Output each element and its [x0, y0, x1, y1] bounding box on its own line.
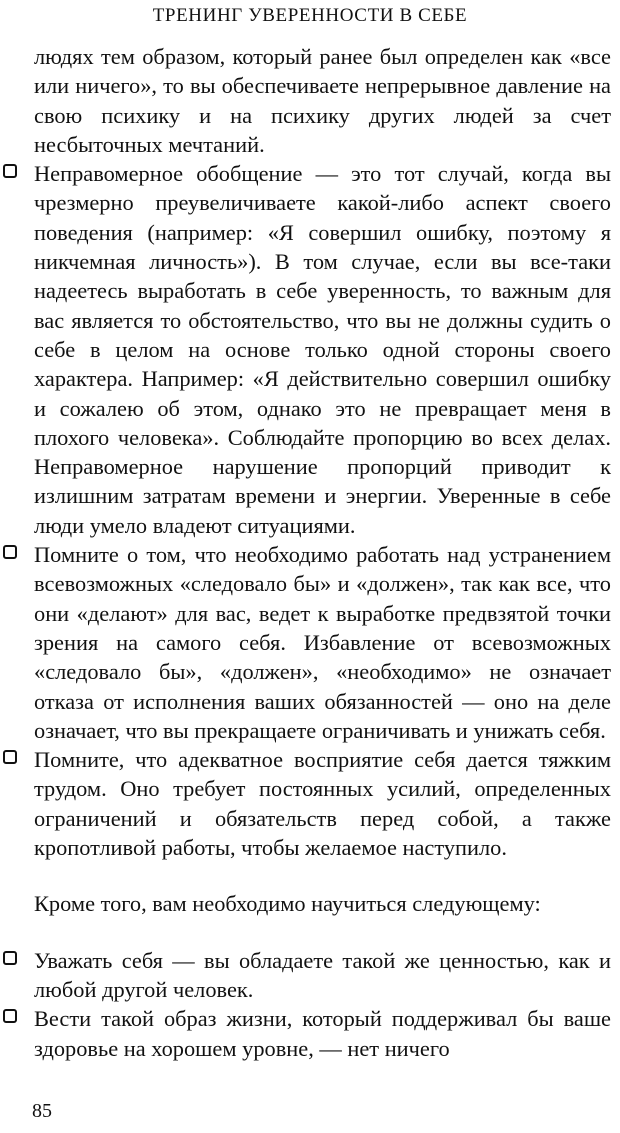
- list-item-text: Уважать себя — вы обладаете такой же ценностью, как и любой другой человек.: [34, 947, 611, 1002]
- continuation-paragraph: людях тем образом, который ранее был определен как «все или ничего», то вы обеспечиваете непрерывное давление на свою психику и на психику других людей за счет несбыточных мечтаний.: [34, 44, 611, 157]
- intro-paragraph: Кроме того, вам необходимо научиться следующему:: [34, 891, 541, 917]
- list-item: [34, 946, 611, 1005]
- checkbox-icon: [3, 164, 17, 178]
- checkbox-icon: [3, 750, 17, 764]
- list-item: [34, 159, 611, 540]
- list-item-text: Помните о том, что необходимо работать над устранением всевозможных «следовало бы» и «должен», так как все, что они «делают» для вас, ведет к выработке предвзятой точки зрения на самого себя. Избавление от всевозможных «следовало бы», «должен», «необходимо» не означает отказа от исполнения ваших обязанностей — оно на деле означает, что вы прекращаете ограничивать и унижать себя.: [34, 542, 611, 743]
- body-text: [34, 42, 611, 1063]
- checkbox-icon: [3, 545, 17, 559]
- checkbox-icon: [3, 1009, 17, 1023]
- list-item: [34, 1004, 611, 1063]
- list-item: [34, 540, 611, 745]
- running-head: ТРЕНИНГ УВЕРЕННОСТИ В СЕБЕ: [152, 5, 468, 26]
- list-item-text: Помните, что адекватное восприятие себя дается тяжким трудом. Оно требует постоянных усилий, определенных ограничений и обязательств перед собой, а также кропотливой работы, чтобы желаемое наступило.: [34, 747, 611, 861]
- page-number: 85: [32, 1100, 52, 1122]
- list-item-text: Вести такой образ жизни, который поддерживал бы ваше здоровье на хорошем уровне, — нет ничего: [34, 1006, 611, 1061]
- list-item: [34, 745, 611, 862]
- list-item-text: Неправомерное обобщение — это тот случай, когда вы чрезмерно преувеличиваете какой-либо аспект своего поведения (например: «Я совершил ошибку, поэтому я никчемная личность»). В том случае, если вы все-таки надеетесь выработать в себе уверенность, то важным для вас является то обстоятельство, что вы не должны судить о себе в целом на основе только одной стороны своего характера. Например: «Я действительно совершил ошибку и сожалею об этом, однако это не превращает меня в плохого человека». Соблюдайте пропорцию во всех делах. Неправомерное нарушение пропорций приводит к излишним затратам времени и энергии. Уверенные в себе люди умело владеют ситуациями.: [34, 161, 611, 538]
- checkbox-icon: [3, 951, 17, 965]
